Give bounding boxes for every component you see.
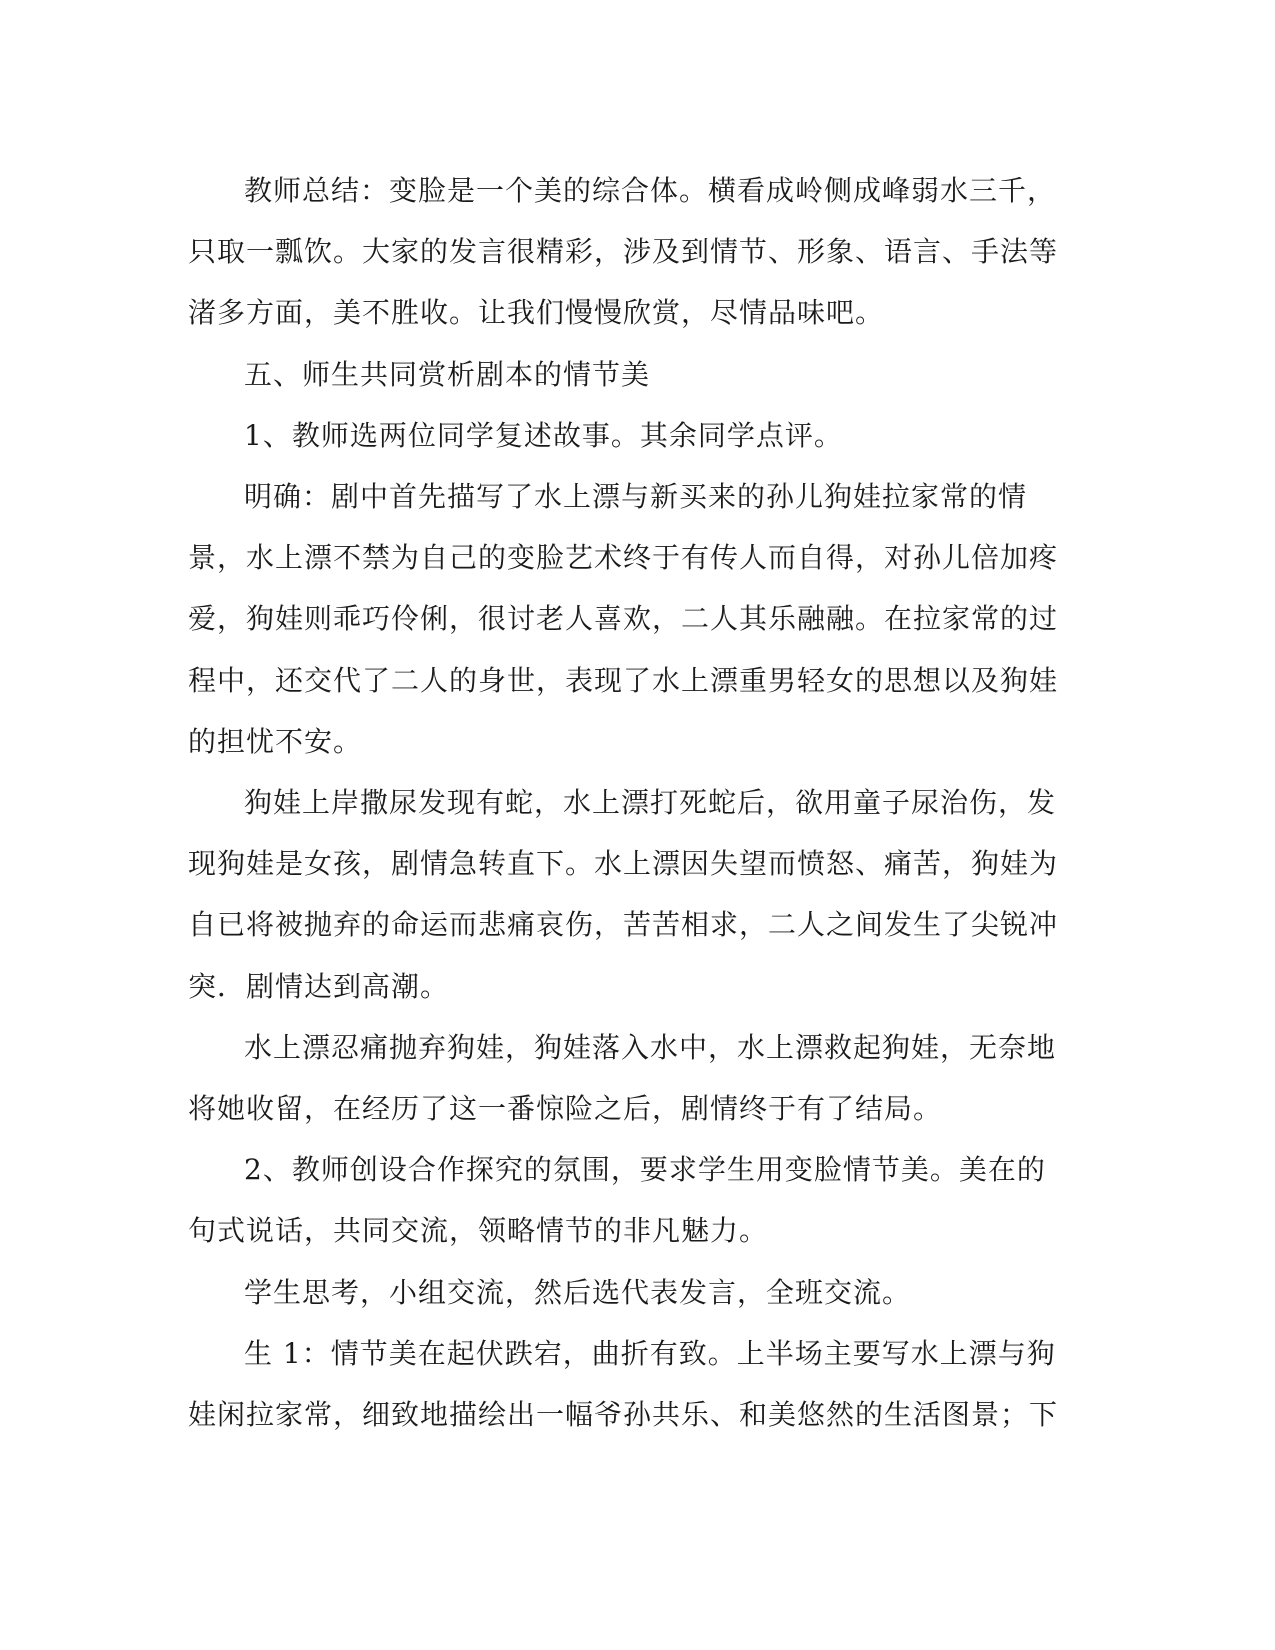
section-heading: 五、师生共同赏析剧本的情节美 — [244, 357, 651, 391]
paragraph-student-1: 生 1：情节美在起伏跌宕，曲折有致。上半场主要写水上漂与狗娃闲拉家常，细致地描绘出一幅爷孙共乐、和美悠然的生活图景；下 — [188, 1336, 1059, 1432]
paragraph-teacher-summary: 教师总结：变脸是一个美的综合体。横看成岭侧成峰弱水三千，只取一瓢饮。大家的发言很精彩，涉及到情节、形象、语言、手法等渚多方面，美不胜收。让我们慢慢欣赏，尽情品味吧。 — [188, 174, 1059, 330]
paragraph-ending: 水上漂忍痛抛弃狗娃，狗娃落入水中，水上漂救起狗娃，无奈地将她收留，在经历了这一番惊险之后，剧情终于有了结局。 — [188, 1030, 1057, 1126]
paragraph-step-2: 2、教师创设合作探究的氛围，要求学生用变脸情节美。美在的句式说话，共同交流，领略情节的非凡魅力。 — [188, 1153, 1046, 1248]
document-body — [188, 160, 1068, 1445]
paragraph-clarification: 明确：剧中首先描写了水上漂与新买来的孙儿狗娃拉家常的情景，水上漂不禁为自己的变脸艺术终于有传人而自得，对孙儿倍加疼爱，狗娃则乖巧伶俐，很讨老人喜欢，二人其乐融融。在拉家常的过程中，还交代了二人的身世，表现了水上漂重男轻女的思想以及狗娃的担忧不安。 — [188, 480, 1059, 758]
paragraph-climax: 狗娃上岸撒尿发现有蛇，水上漂打死蛇后，欲用童子尿治伤，发现狗娃是女孩，剧情急转直下。水上漂因失望而愤怒、痛苦，狗娃为自已将被抛弃的命运而悲痛哀伤，苦苦相求，二人之间发生了尖锐冲突．剧情达到高潮。 — [188, 786, 1059, 1003]
paragraph-student-discussion: 学生思考，小组交流，然后选代表发言，全班交流。 — [244, 1275, 912, 1309]
paragraph-step-1: 1、教师选两位同学复述故事。其余同学点评。 — [244, 418, 843, 452]
